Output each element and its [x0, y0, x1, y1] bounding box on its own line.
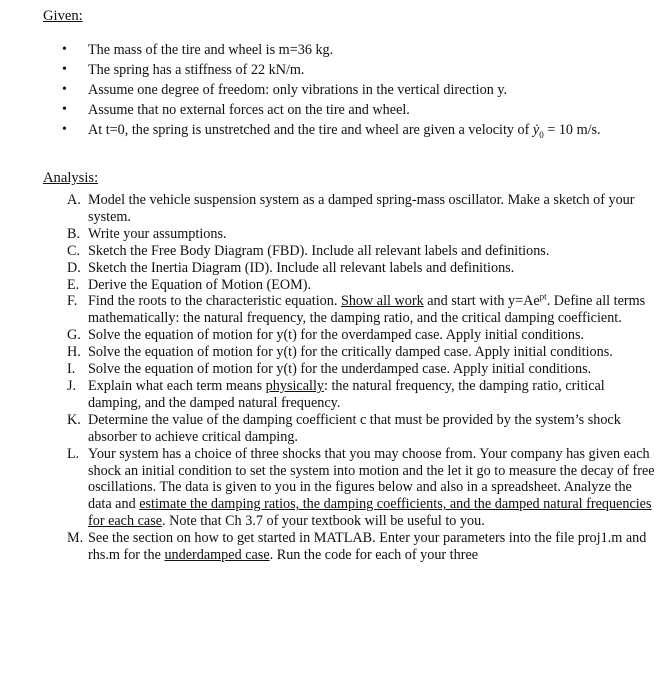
analysis-item-d: D. Sketch the Inertia Diagram (ID). Include all relevant labels and definitions.: [67, 259, 515, 276]
physically-underlined: physically: [265, 377, 324, 394]
underdamped-case-underlined: underdamped case: [164, 547, 270, 564]
analysis-item-l: L. Your system has a choice of three shocks that you may choose from. Your company has given each shock an initial condition to set the system into motion and the let it go to measure the decay of free oscillations. The data is given to you in the figures below and also in a spreadsheet. Analyze the data and estimate the damping ratios, the damping coefficients, and the damped natural frequencies for each case. Note that Ch 3.7 of your textbook will be useful to you.: [67, 445, 655, 530]
given-bullet-no-forces: • Assume that no external forces act on the tire and wheel.: [58, 100, 658, 120]
given-bullet-stiffness: • The spring has a stiffness of 22 kN/m.: [58, 60, 658, 80]
estimate-underlined: estimate the damping ratios, the damping coefficients, and the damped natural frequencies for each case: [88, 496, 652, 530]
given-heading: Given:: [43, 8, 83, 24]
analysis-item-h: H. Solve the equation of motion for y(t) for the critically damped case. Apply initial conditions.: [67, 344, 613, 361]
analysis-list: [67, 192, 657, 564]
analysis-item-j: J. Explain what each term means physically: the natural frequency, the damping ratio, critical damping, and the damped natural frequency.: [67, 377, 605, 411]
analysis-item-f: F. Find the roots to the characteristic equation. Show all work and start with $y=Ae^{pt}$. Define all terms mathematically: the natural frequency, the damping ratio, and the critical damping coefficient.: [67, 291, 646, 327]
given-list: [58, 40, 658, 140]
analysis-item-c: C. Sketch the Free Body Diagram (FBD). Include all relevant labels and definitions.: [67, 242, 550, 259]
analysis-item-i: I. Solve the equation of motion for y(t) for the underdamped case. Apply initial conditions.: [67, 361, 592, 378]
analysis-item-m: M. See the section on how to get started in MATLAB. Enter your parameters into the file proj1.m and rhs.m for the underdamped case. Run the code for each of your three: [67, 530, 647, 564]
given-bullet-mass: • The mass of the tire and wheel is m=36 kg.: [58, 40, 658, 60]
show-all-work-underlined: Show all work: [340, 293, 424, 310]
analysis-item-e: E. Derive the Equation of Motion (EOM).: [67, 276, 312, 293]
analysis-item-g: G. Solve the equation of motion for y(t) for the overdamped case. Apply initial conditions.: [67, 327, 585, 344]
analysis-item-b: B. Write your assumptions.: [67, 225, 227, 242]
given-bullet-dof: • Assume one degree of freedom: only vibrations in the vertical direction y.: [58, 80, 658, 100]
analysis-item-k: K. Determine the value of the damping coefficient c that must be provided by the system’s shock absorber to achieve critical damping.: [67, 411, 621, 445]
analysis-heading: Analysis:: [43, 170, 99, 186]
ydot-symbol: ẏ: [532, 122, 540, 138]
analysis-item-a: A. Model the vehicle suspension system as a damped spring-mass oscillator. Make a sketch of your system.: [67, 192, 635, 225]
given-bullet-initial-velocity: • At t=0, the spring is unstretched and the tire and wheel are given a velocity of ẏ$_0$ = 10 m/s.: [58, 120, 658, 140]
